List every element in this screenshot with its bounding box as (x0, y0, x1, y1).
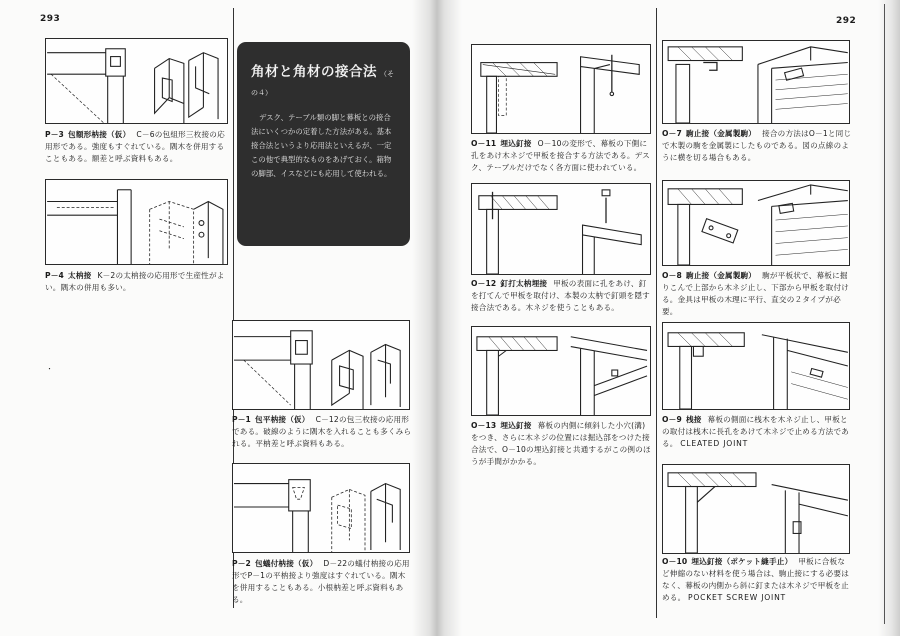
stray-mark: ・ (46, 365, 53, 373)
figure-o10 (662, 464, 850, 554)
caption-p3-title: 包額形枘接（仮） (68, 130, 131, 139)
caption-o8-title: 駒止接（金属製駒） (685, 271, 757, 280)
figure-o13-drawing (472, 327, 650, 415)
caption-o8-code: O－8 (662, 271, 682, 280)
caption-p1-code: P－1 (232, 415, 252, 424)
caption-o8 (662, 270, 852, 318)
caption-o9-code: O－9 (662, 415, 682, 424)
caption-o7 (662, 128, 852, 164)
figure-p2-drawing (233, 464, 409, 552)
caption-p1 (232, 414, 412, 450)
caption-p2-code: P－2 (232, 559, 252, 568)
caption-p1-title: 包平枘接（仮） (255, 415, 310, 424)
figure-o7-drawing (663, 41, 849, 123)
caption-o13-code: O－13 (471, 421, 497, 430)
caption-p2-title: 包蟻付枘接（仮） (255, 559, 318, 568)
section-title-main: 角材と角材の接合法 (251, 64, 377, 80)
figure-o12 (471, 183, 651, 275)
figure-o9 (662, 322, 850, 410)
caption-o9-title: 桟接 (685, 415, 702, 424)
caption-o9-english: CLEATED JOINT (680, 439, 749, 448)
section-title-sub: （その４） (251, 70, 394, 97)
figure-p2 (232, 463, 410, 553)
caption-o10-text: 甲板に合板など伸縮のない材料を使う場合は、駒止接にする必要はなく、幕板の内側から斜に釘または木ネジで甲板を止める。 (662, 557, 850, 602)
caption-p3 (45, 129, 231, 165)
figure-p1-drawing (233, 321, 409, 409)
section-title (251, 60, 398, 99)
section-intro-text: デスク、テーブル類の脚と幕板との接合法にいくつかの定着した方法がある。基本接合法というより応用法といえるが、一定この他で典型的なものをあげておく。箱物の脚部、イスなどにも応用して使われる。 (251, 113, 392, 178)
right-column-divider (656, 8, 657, 618)
caption-p3-text: C－6の包組形三枚接の応用形である。強度もすぐれている。隅木を併用することもある。額差と呼ぶ資料もある。 (45, 130, 225, 163)
caption-o10 (662, 556, 852, 604)
caption-o7-title: 駒止接（金属製駒） (685, 129, 757, 138)
figure-p4 (45, 179, 228, 265)
right-edge-rule (884, 4, 885, 624)
figure-p3 (45, 38, 228, 124)
caption-o11-code: O－11 (471, 139, 497, 148)
figure-o10-drawing (663, 465, 849, 553)
right-page-number: 292 (836, 16, 857, 26)
figure-p1 (232, 320, 410, 410)
caption-o13-text: 幕板の内側に傾斜した小穴(溝)をつき、さらに木ネジの位置には掘込部をつけた接合法で、O－10の埋込釘接と共通するがこの例のほうが手間がかかる。 (471, 421, 651, 466)
caption-o13-title: 埋込釘接 (500, 421, 532, 430)
figure-o11 (471, 44, 651, 134)
caption-o11-title: 埋込釘接 (500, 139, 532, 148)
caption-o12-code: O－12 (471, 279, 497, 288)
caption-o9-text: 幕板の側面に桟木を木ネジ止し、甲板との取付は桟木に長孔をあけて木ネジで止める方法である。 (662, 415, 850, 448)
figure-o8-drawing (663, 181, 849, 265)
caption-o7-code: O－7 (662, 129, 682, 138)
figure-o8 (662, 180, 850, 266)
caption-o7-text: 接合の方法はO－1と同じで木製の駒を金属製にしたものである。図の点線のように横を切る場合もある。 (662, 129, 852, 162)
caption-o12-text: 甲板の表面に孔をあけ、釘を打てんで甲板を取付け、本製の太枘で釘頭を隠す接合法である。木ネジを使うこともある。 (471, 279, 650, 312)
page-edge-shadow (878, 0, 900, 636)
figure-o11-drawing (472, 45, 650, 133)
caption-o11-text: O－10の変形で、幕板の下側に孔をあけ木ネジで甲板を接合する方法である。デスク、テーブルだけでなく各方面に使われている。 (471, 139, 650, 172)
figure-o9-drawing (663, 323, 849, 409)
caption-p4-title: 太枘接 (68, 271, 92, 280)
caption-o9 (662, 414, 852, 450)
caption-o10-english: POCKET SCREW JOINT (688, 593, 786, 602)
caption-o10-code: O－10 (662, 557, 688, 566)
section-title-box (237, 42, 410, 246)
caption-p1-text: C－12の包三枚接の応用形である。破線のように隅木を入れることも多くみられる。平枘差と呼ぶ資料もある。 (232, 415, 412, 448)
caption-o13 (471, 420, 653, 468)
caption-o10-title: 埋込釘接（ポケット縫手止） (691, 557, 793, 566)
caption-p4 (45, 270, 231, 294)
book-gutter-shadow (412, 0, 462, 636)
figure-o12-drawing (472, 184, 650, 274)
caption-p3-code: P－3 (45, 130, 65, 139)
figure-p3-drawing (46, 39, 227, 123)
figure-o13 (471, 326, 651, 416)
caption-o12-title: 釘打太枘埋接 (500, 279, 548, 288)
caption-o11 (471, 138, 653, 174)
caption-p4-code: P－4 (45, 271, 65, 280)
caption-p2-text: D－22の蟻付枘接の応用形でP－1の平枘接より強度はすぐれている。隅木を併用することもある。小根枘差と呼ぶ資料もある。 (232, 559, 410, 604)
figure-o7 (662, 40, 850, 124)
left-page-number: 293 (40, 14, 61, 24)
caption-o12 (471, 278, 653, 314)
caption-p2 (232, 558, 412, 606)
caption-p4-text: K－2の太枘接の応用形で生産性がよい。隅木の併用も多い。 (45, 271, 225, 292)
figure-p4-drawing (46, 180, 227, 264)
caption-o8-text: 駒が平板状で、幕板に掘りこんで上部から木ネジ止し、下部から甲板を取付ける。金具は甲板の木理に平行、直交の２タイプが必要。 (662, 271, 850, 316)
